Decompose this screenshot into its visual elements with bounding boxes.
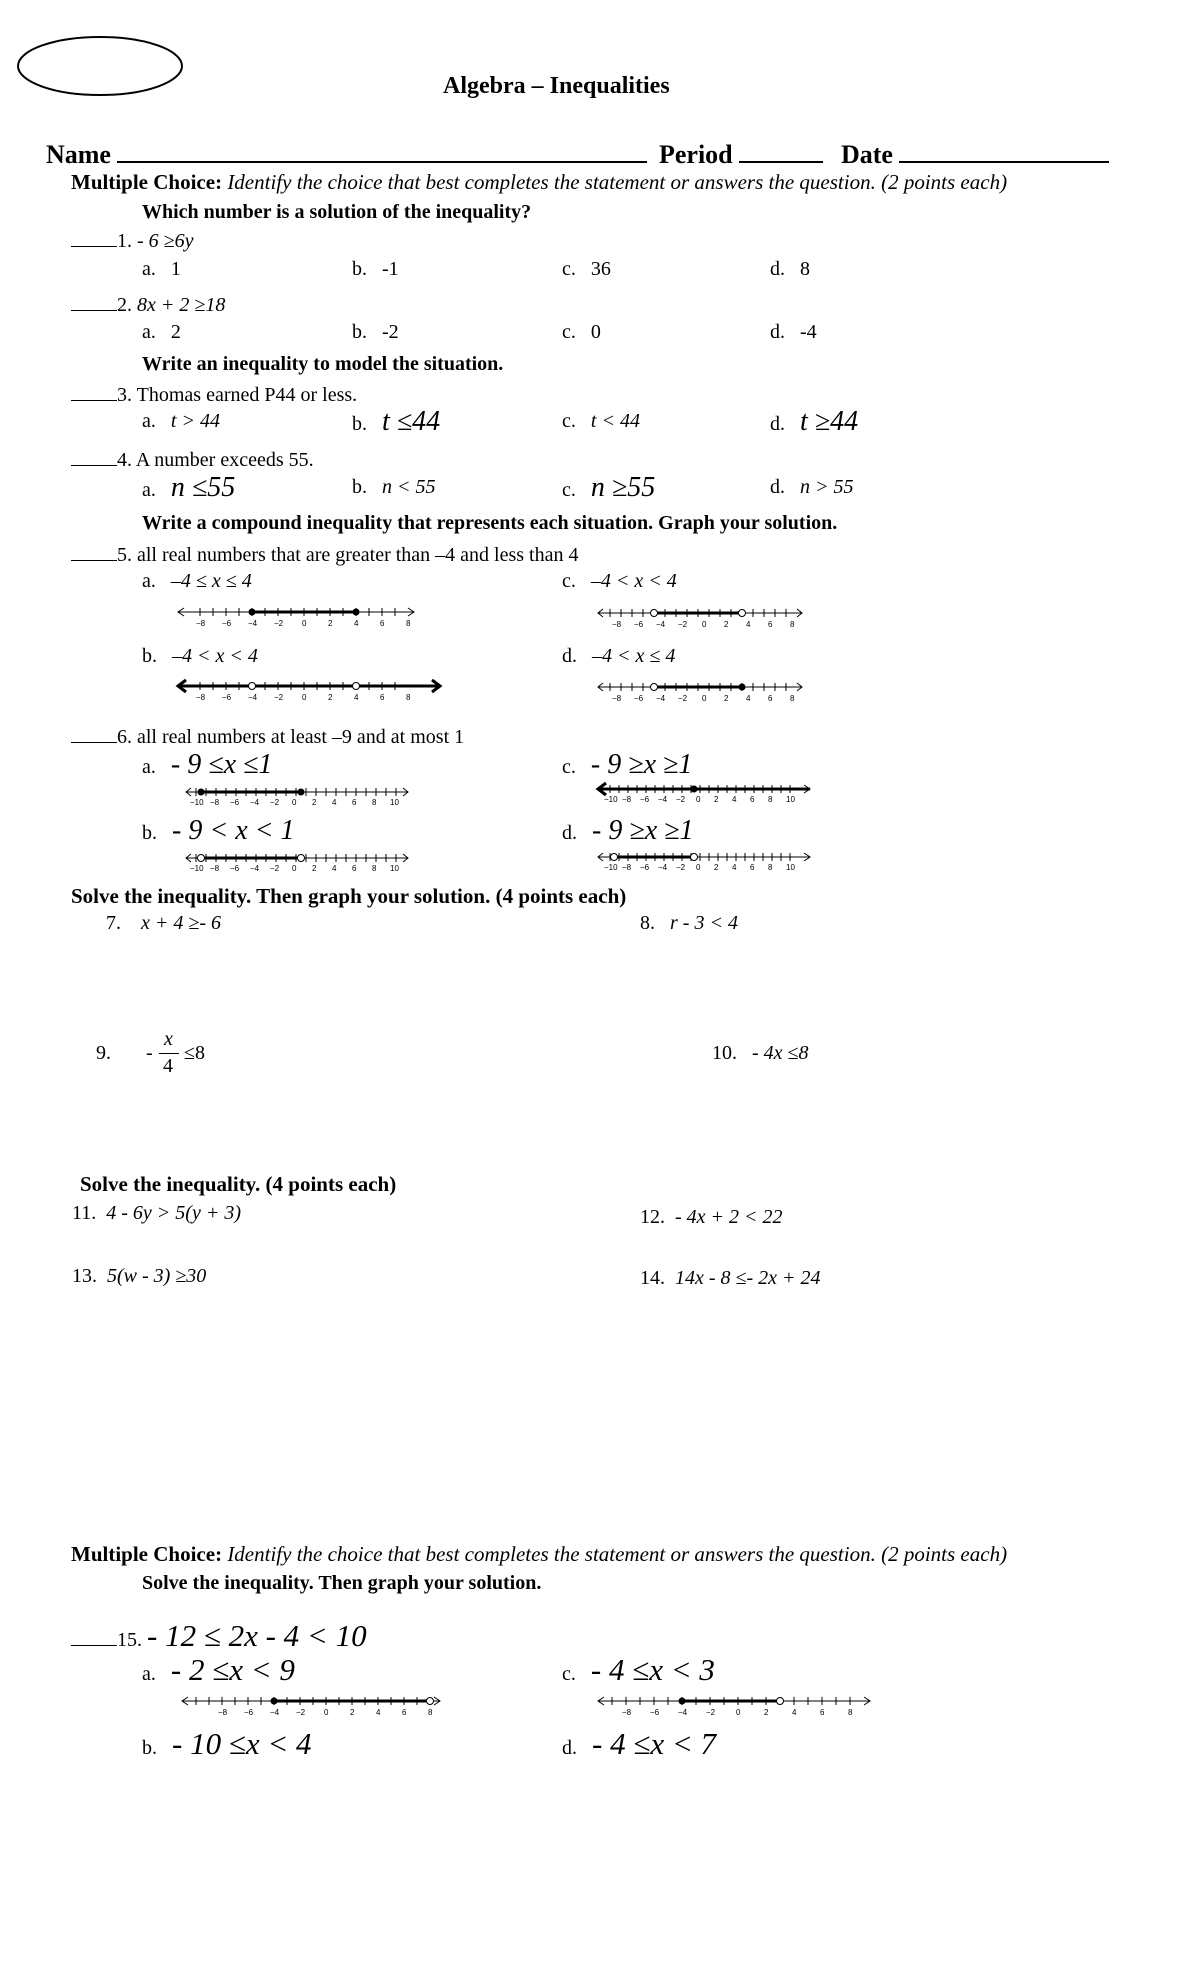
- tick-label: 6: [380, 619, 385, 628]
- tick-label: 2: [328, 693, 333, 702]
- q1-answer-blank[interactable]: [71, 228, 117, 247]
- tick-label: 4: [732, 795, 737, 804]
- option-letter: b.: [352, 476, 367, 498]
- q12: [640, 1206, 783, 1229]
- q15-b-text: - 10 ≤x < 4: [172, 1726, 312, 1761]
- q5-c-text: –4 < x < 4: [590, 570, 677, 592]
- q15-c-number-line: [598, 1692, 874, 1718]
- tick-label: −10: [190, 798, 204, 807]
- tick-label: 6: [352, 798, 357, 807]
- open-dot: [651, 610, 658, 617]
- option-letter: c.: [562, 258, 576, 280]
- tick-label: −6: [640, 863, 650, 872]
- mc1-sub2: Write an inequality to model the situation.: [142, 353, 504, 375]
- option-letter: a.: [142, 410, 156, 432]
- q1-d-text: 8: [800, 258, 810, 280]
- mc1-heading-row: [71, 170, 1007, 195]
- tick-label: −4: [658, 795, 668, 804]
- closed-dot: [198, 789, 205, 796]
- q15-b[interactable]: [142, 1726, 312, 1762]
- tick-label: 0: [292, 864, 297, 873]
- tick-label: −2: [676, 795, 686, 804]
- tick-label: −4: [656, 694, 666, 703]
- q8: [640, 912, 738, 935]
- q6-answer-blank[interactable]: [71, 724, 117, 743]
- tick-label: −6: [634, 620, 644, 629]
- q4-d-text: n > 55: [800, 476, 854, 498]
- tick-label: 2: [312, 864, 317, 873]
- name-row: [46, 137, 647, 170]
- q7-number: 7.: [106, 912, 121, 934]
- option-letter: d.: [770, 321, 785, 343]
- period-field[interactable]: [739, 137, 823, 163]
- q5-d-number-line: [598, 678, 810, 704]
- q4-c[interactable]: [562, 472, 655, 504]
- tick-label: 10: [786, 863, 795, 872]
- tick-label: 4: [746, 620, 751, 629]
- tick-label: −8: [622, 863, 632, 872]
- q5-number: 5.: [117, 544, 132, 566]
- mc1-sub1: Which number is a solution of the inequality?: [142, 201, 532, 223]
- q3-number: 3.: [117, 384, 132, 406]
- q9-neg: -: [146, 1042, 153, 1064]
- q15-c-text: - 4 ≤x < 3: [590, 1652, 715, 1687]
- q6-a-number-line: [186, 784, 412, 808]
- option-letter: d.: [562, 822, 577, 844]
- tick-label: −8: [622, 1708, 632, 1717]
- tick-label: −2: [274, 619, 284, 628]
- tick-label: −8: [218, 1708, 228, 1717]
- tick-label: 8: [768, 863, 773, 872]
- tick-label: −2: [270, 798, 280, 807]
- option-letter: b.: [142, 645, 157, 667]
- tick-label: −8: [196, 693, 206, 702]
- mc2-heading: Multiple Choice:: [71, 1542, 223, 1566]
- q4-c-text: n ≥55: [590, 472, 656, 503]
- name-label: Name: [46, 140, 111, 169]
- tick-label: 2: [724, 694, 729, 703]
- q10: [712, 1042, 809, 1065]
- q2-text: 8x + 2 ≥18: [137, 294, 226, 316]
- tick-label: 10: [390, 798, 399, 807]
- open-dot: [691, 854, 698, 861]
- option-letter: b.: [352, 258, 367, 280]
- option-letter: d.: [562, 1737, 577, 1759]
- q5-c-number-line: [598, 604, 810, 630]
- page-title: Algebra – Inequalities: [443, 73, 670, 99]
- tick-label: −6: [640, 795, 650, 804]
- q15-text: - 12 ≤ 2x - 4 < 10: [147, 1618, 367, 1653]
- tick-label: −8: [612, 620, 622, 629]
- q3-row: [71, 382, 357, 407]
- tick-label: 2: [350, 1708, 355, 1717]
- tick-label: −2: [678, 620, 688, 629]
- tick-label: 8: [406, 619, 411, 628]
- q3-b-text: t ≤44: [382, 406, 441, 437]
- tick-label: 8: [790, 694, 795, 703]
- graph-section-heading: Solve the inequality. Then graph your solution. (4 points each): [71, 884, 627, 908]
- tick-label: 0: [702, 620, 707, 629]
- q4-b-text: n < 55: [382, 476, 436, 498]
- q1-row: [71, 228, 194, 253]
- option-letter: b.: [352, 413, 367, 435]
- tick-label: −6: [222, 693, 232, 702]
- tick-label: −8: [622, 795, 632, 804]
- q9-numerator: x: [164, 1028, 173, 1050]
- tick-label: −2: [678, 694, 688, 703]
- q2-b[interactable]: [352, 321, 399, 344]
- closed-dot: [353, 609, 360, 616]
- tick-label: 6: [750, 795, 755, 804]
- tick-label: 2: [764, 1708, 769, 1717]
- tick-label: 0: [302, 619, 307, 628]
- period-label: Period: [659, 140, 733, 169]
- tick-label: −8: [210, 798, 220, 807]
- option-letter: d.: [770, 258, 785, 280]
- q15-d[interactable]: [562, 1726, 716, 1762]
- open-dot: [353, 683, 360, 690]
- option-letter: c.: [562, 321, 576, 343]
- q4-text: A number exceeds 55.: [135, 449, 314, 471]
- q4-a-text: n ≤55: [170, 472, 236, 503]
- fraction-bar: [159, 1053, 179, 1054]
- q2-c[interactable]: [562, 321, 601, 344]
- open-dot: [651, 684, 658, 691]
- tick-label: 8: [790, 620, 795, 629]
- tick-label: 6: [820, 1708, 825, 1717]
- q9-denominator: 4: [163, 1055, 173, 1077]
- q6-row: [71, 724, 464, 749]
- tick-label: 0: [736, 1708, 741, 1717]
- mc2-instruction: Identify the choice that best completes the statement or answers the question. (2 points each): [227, 1542, 1008, 1566]
- tick-label: 0: [324, 1708, 329, 1717]
- tick-label: 0: [702, 694, 707, 703]
- q5-b-number-line: [178, 676, 448, 704]
- q9-rel: ≤8: [184, 1042, 205, 1064]
- q15-number: 15.: [117, 1629, 142, 1651]
- q2-answer-blank[interactable]: [71, 292, 117, 311]
- closed-dot: [298, 789, 305, 796]
- open-dot: [249, 683, 256, 690]
- q6-text: all real numbers at least –9 and at most 1: [137, 726, 465, 748]
- q1-a[interactable]: [142, 258, 181, 281]
- q14-text: 14x - 8 ≤- 2x + 24: [675, 1267, 821, 1289]
- tick-label: 10: [390, 864, 399, 873]
- q3-text: Thomas earned P44 or less.: [136, 384, 358, 406]
- q10-text: - 4x ≤8: [752, 1042, 809, 1064]
- open-dot: [427, 1698, 434, 1705]
- q1-text: - 6 ≥6y: [137, 230, 194, 252]
- q6-c-text: - 9 ≥x ≥1: [590, 749, 693, 780]
- q2-d[interactable]: [770, 321, 817, 344]
- q12-text: - 4x + 2 < 22: [675, 1206, 783, 1228]
- q2-a-text: 2: [170, 321, 181, 343]
- q5-answer-blank[interactable]: [71, 542, 117, 561]
- tick-label: −8: [196, 619, 206, 628]
- tick-label: 6: [380, 693, 385, 702]
- option-letter: a.: [142, 479, 156, 501]
- date-field[interactable]: [899, 137, 1109, 163]
- q13-text: 5(w - 3) ≥30: [107, 1265, 207, 1287]
- tick-label: −2: [274, 693, 284, 702]
- tick-label: 8: [372, 864, 377, 873]
- mc1-heading: Multiple Choice:: [71, 170, 223, 194]
- q15-row: [71, 1618, 367, 1654]
- tick-label: 4: [354, 693, 359, 702]
- mc2-sub: Solve the inequality. Then graph your solution.: [142, 1572, 542, 1594]
- tick-label: −4: [656, 620, 666, 629]
- tick-label: −4: [678, 1708, 688, 1717]
- q5-a[interactable]: [142, 570, 252, 593]
- tick-label: −4: [248, 693, 258, 702]
- option-letter: d.: [770, 413, 785, 435]
- tick-label: 8: [428, 1708, 433, 1717]
- q9-number: 9.: [96, 1042, 111, 1064]
- q3-a-text: t > 44: [170, 410, 220, 432]
- tick-label: −8: [210, 864, 220, 873]
- q3-a[interactable]: [142, 410, 220, 433]
- mc1-sub3: Write a compound inequality that represents each situation. Graph your solution.: [142, 512, 838, 534]
- closed-dot: [679, 1698, 686, 1705]
- tick-label: −6: [230, 798, 240, 807]
- q15-d-text: - 4 ≤x < 7: [592, 1726, 717, 1761]
- tick-label: −2: [676, 863, 686, 872]
- q15-a[interactable]: [142, 1652, 295, 1688]
- tick-label: −6: [230, 864, 240, 873]
- period-row: [659, 137, 823, 170]
- tick-label: 4: [792, 1708, 797, 1717]
- tick-label: −4: [250, 864, 260, 873]
- tick-label: 2: [724, 620, 729, 629]
- tick-label: 0: [302, 693, 307, 702]
- q5-text: all real numbers that are greater than –4 and less than 4: [137, 544, 579, 566]
- q1-d[interactable]: [770, 258, 810, 281]
- option-letter: a.: [142, 756, 156, 778]
- q10-number: 10.: [712, 1042, 737, 1064]
- q1-c-text: 36: [590, 258, 611, 280]
- option-letter: d.: [562, 645, 577, 667]
- q6-d-number-line: [598, 848, 814, 874]
- option-letter: b.: [142, 822, 157, 844]
- mc1-instruction: Identify the choice that best completes the statement or answers the question. (2 points each): [227, 170, 1008, 194]
- tick-label: −4: [658, 863, 668, 872]
- q1-b[interactable]: [352, 258, 399, 281]
- tick-label: −10: [190, 864, 204, 873]
- tick-label: 4: [732, 863, 737, 872]
- option-letter: a.: [142, 321, 156, 343]
- q6-b-number-line: [186, 850, 412, 874]
- q1-a-text: 1: [170, 258, 181, 280]
- q5-b[interactable]: [142, 645, 258, 668]
- q12-number: 12.: [640, 1206, 665, 1228]
- q5-d-text: –4 < x ≤ 4: [592, 645, 676, 667]
- tick-label: −6: [244, 1708, 254, 1717]
- tick-label: 0: [292, 798, 297, 807]
- q4-answer-blank[interactable]: [71, 447, 117, 466]
- tick-label: −4: [248, 619, 258, 628]
- mc2-heading-row: [71, 1542, 1007, 1567]
- tick-label: 6: [402, 1708, 407, 1717]
- q2-c-text: 0: [590, 321, 601, 343]
- q2-d-text: -4: [800, 321, 817, 343]
- tick-label: −2: [706, 1708, 716, 1717]
- q3-d[interactable]: [770, 406, 858, 438]
- tick-label: −6: [222, 619, 232, 628]
- q2-b-text: -2: [382, 321, 399, 343]
- q15-a-number-line: [182, 1692, 444, 1718]
- q5-a-text: –4 ≤ x ≤ 4: [170, 570, 252, 592]
- tick-label: 4: [332, 798, 337, 807]
- date-label: Date: [841, 140, 893, 169]
- option-letter: a.: [142, 258, 156, 280]
- q6-a-text: - 9 ≤x ≤1: [170, 749, 273, 780]
- q13-number: 13.: [72, 1265, 97, 1287]
- tick-label: 4: [746, 694, 751, 703]
- q4-d[interactable]: [770, 476, 854, 499]
- q3-d-text: t ≥44: [800, 406, 859, 437]
- tick-label: 4: [354, 619, 359, 628]
- tick-label: 6: [768, 694, 773, 703]
- q15-a-text: - 2 ≤x < 9: [170, 1652, 295, 1687]
- tick-label: 8: [406, 693, 411, 702]
- tick-label: 10: [786, 795, 795, 804]
- tick-label: −8: [612, 694, 622, 703]
- option-letter: c.: [562, 410, 576, 432]
- q2-row: [71, 292, 225, 317]
- tick-label: 6: [768, 620, 773, 629]
- option-letter: b.: [142, 1737, 157, 1759]
- tick-label: 8: [768, 795, 773, 804]
- option-letter: a.: [142, 570, 156, 592]
- q15-answer-blank[interactable]: [71, 1627, 117, 1646]
- tick-label: 8: [848, 1708, 853, 1717]
- open-dot: [198, 855, 205, 862]
- closed-dot: [739, 684, 746, 691]
- option-letter: c.: [562, 479, 576, 501]
- open-dot: [611, 854, 618, 861]
- q7-text: x + 4 ≥- 6: [141, 912, 222, 934]
- q2-a[interactable]: [142, 321, 181, 344]
- tick-label: 2: [312, 798, 317, 807]
- open-dot: [739, 610, 746, 617]
- closed-dot: [691, 786, 698, 793]
- q3-b[interactable]: [352, 406, 440, 438]
- q4-number: 4.: [117, 449, 132, 471]
- q13: [72, 1265, 206, 1288]
- q6-a[interactable]: [142, 749, 272, 781]
- tick-label: −2: [270, 864, 280, 873]
- option-letter: d.: [770, 476, 785, 498]
- tick-label: 0: [696, 863, 701, 872]
- closed-dot: [271, 1698, 278, 1705]
- solve-section-heading: Solve the inequality. (4 points each): [80, 1172, 397, 1196]
- q11-text: 4 - 6y > 5(y + 3): [106, 1202, 241, 1224]
- q4-row: [71, 447, 314, 472]
- q3-answer-blank[interactable]: [71, 382, 117, 401]
- q6-c[interactable]: [562, 749, 692, 781]
- tick-label: 4: [332, 864, 337, 873]
- q6-d-text: - 9 ≥x ≥1: [592, 815, 694, 846]
- option-letter: c.: [562, 570, 576, 592]
- tick-label: 4: [376, 1708, 381, 1717]
- q1-c[interactable]: [562, 258, 611, 281]
- closed-dot: [249, 609, 256, 616]
- open-dot: [298, 855, 305, 862]
- option-letter: c.: [562, 756, 576, 778]
- q8-text: r - 3 < 4: [670, 912, 738, 934]
- q5-a-number-line: [178, 602, 418, 630]
- name-field[interactable]: [117, 137, 647, 163]
- q3-c[interactable]: [562, 410, 640, 433]
- tick-label: −6: [650, 1708, 660, 1717]
- q1-b-text: -1: [382, 258, 399, 280]
- option-letter: b.: [352, 321, 367, 343]
- q5-row: [71, 542, 579, 567]
- tick-label: 0: [696, 795, 701, 804]
- q6-b-text: - 9 < x < 1: [172, 815, 295, 846]
- q3-c-text: t < 44: [590, 410, 640, 432]
- q14: [640, 1267, 821, 1290]
- tick-label: −6: [634, 694, 644, 703]
- q15-c[interactable]: [562, 1652, 715, 1688]
- open-dot: [777, 1698, 784, 1705]
- date-row: [841, 137, 1109, 170]
- q14-number: 14.: [640, 1267, 665, 1289]
- q1-number: 1.: [117, 230, 132, 252]
- q6-b[interactable]: [142, 815, 295, 847]
- q6-d[interactable]: [562, 815, 694, 847]
- q4-b[interactable]: [352, 476, 436, 499]
- q5-d[interactable]: [562, 645, 675, 668]
- tick-label: 8: [372, 798, 377, 807]
- q6-c-number-line: [598, 780, 814, 806]
- option-letter: c.: [562, 1663, 576, 1685]
- tick-label: −4: [270, 1708, 280, 1717]
- tick-label: 2: [714, 795, 719, 804]
- option-letter: a.: [142, 1663, 156, 1685]
- tick-label: 2: [714, 863, 719, 872]
- q7: [106, 912, 221, 935]
- q5-b-text: –4 < x < 4: [172, 645, 258, 667]
- tick-label: −10: [604, 863, 618, 872]
- tick-label: −2: [296, 1708, 306, 1717]
- tick-label: −4: [250, 798, 260, 807]
- q8-number: 8.: [640, 912, 655, 934]
- q11-number: 11.: [72, 1202, 97, 1224]
- q11: [72, 1202, 241, 1225]
- tick-label: 6: [750, 863, 755, 872]
- q6-number: 6.: [117, 726, 132, 748]
- tick-label: −10: [604, 795, 618, 804]
- q2-number: 2.: [117, 294, 132, 316]
- q4-a[interactable]: [142, 472, 235, 504]
- tick-label: 2: [328, 619, 333, 628]
- tick-label: 6: [352, 864, 357, 873]
- q5-c[interactable]: [562, 570, 677, 593]
- corner-oval: [14, 33, 186, 99]
